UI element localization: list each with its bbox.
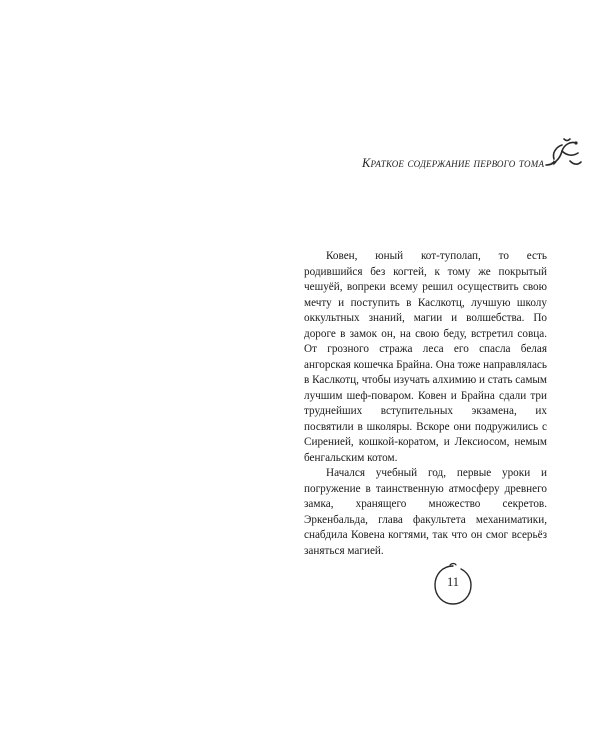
page-number-badge [430, 562, 476, 608]
summary-text [304, 249, 547, 559]
paragraph: Начался учебный год, первые уроки и погружение в таинственную атмосферу древнего замка, хранящего множество секретов. Эркенбальда, глава факультета механиматики, снабдила Ковена когтями, так что он смог всерьёз заняться магией. [304, 467, 547, 557]
running-title: Краткое содержание первого тома [362, 156, 545, 170]
page-number: 11 [446, 575, 460, 589]
flourish-ornament-icon [540, 135, 584, 175]
separator-ornament: ✦ [550, 158, 558, 168]
running-head [362, 156, 558, 171]
paragraph: Ковен, юный кот-туполап, то есть родившийся без когтей, к тому же покрытый чешуёй, вопреки всему решил осуществить свою мечту и поступить в Каслкотц, лучшую школу оккультных знаний, магии и волшебства. По дороге в замок он, на свою беду, встретил совца. От грозного стража леса его спасла белая ангорская кошечка Брайна. Она тоже направлялась в Каслкотц, чтобы изучать алхимию и стать самым лучшим шеф-поваром. Ковен и Брайна сдали три труднейших вступительных экзамена, их посвятили в школяры. Вскоре они подружились с Сиренией, кошкой-коратом, и Лексиосом, немым бенгальским котом. [304, 250, 547, 464]
